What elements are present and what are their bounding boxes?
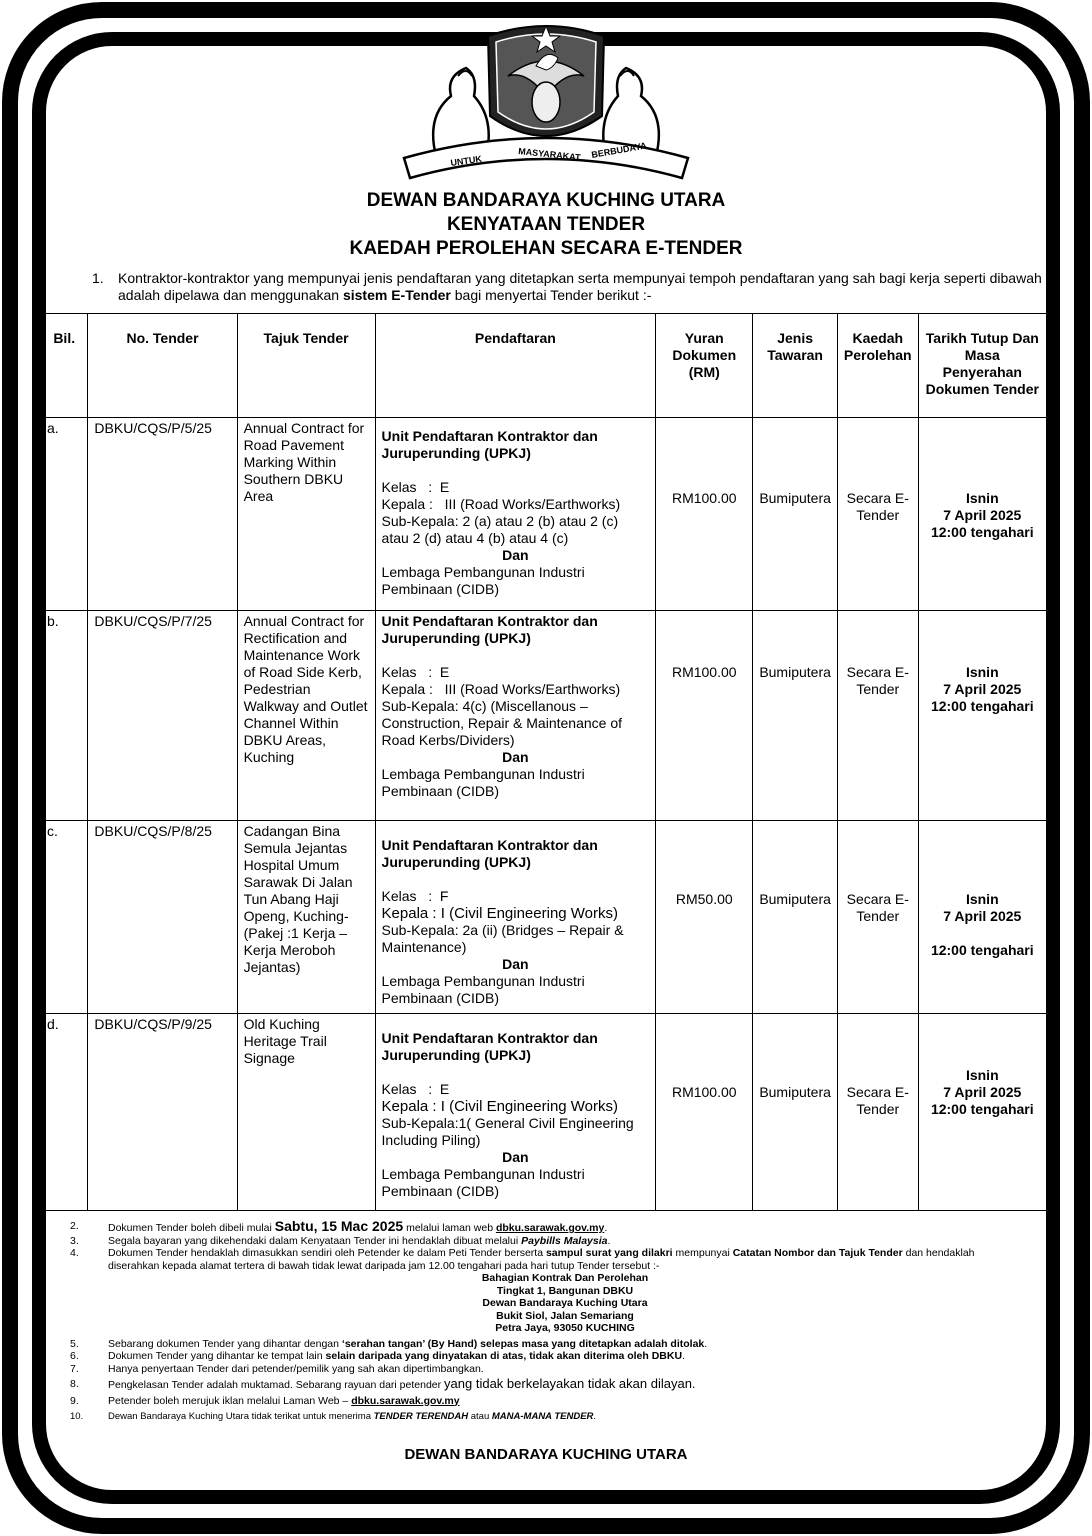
note-text: . — [682, 1350, 685, 1362]
reg-lembaga: Lembaga Pembangunan Industri Pembinaan (CIDB) — [381, 766, 585, 799]
row-bil: a. — [41, 418, 88, 611]
note-text: Hanya penyertaan Tender dari petender/pemilik yang sah akan dipertimbangkan. — [108, 1362, 484, 1375]
note-9 — [70, 1395, 1060, 1408]
footer-signature: DEWAN BANDARAYA KUCHING UTARA — [404, 1446, 688, 1463]
reg-unit: Unit Pendaftaran Kontraktor dan Juruperunding (UPKJ) — [381, 837, 598, 870]
reg-lembaga: Lembaga Pembangunan Industri Pembinaan (CIDB) — [381, 1166, 585, 1199]
crest-motto-3: BERBUDAYA — [590, 140, 648, 160]
note-text: Petender boleh merujuk iklan melalui Laman Web – — [108, 1394, 352, 1407]
dbku-crest-logo — [396, 6, 696, 184]
row-registration — [375, 821, 656, 1014]
row-fee: RM100.00 — [671, 1084, 737, 1100]
row-offer-type: Bumiputera — [759, 891, 831, 907]
note-text: Segala bayaran yang dikehendaki dalam Kenyataan Tender ini hendaklah dibuat melalui — [108, 1234, 522, 1247]
row-time: 12:00 tengahari — [930, 524, 1034, 540]
note-text: mempunyai — [672, 1247, 733, 1259]
note-number: 9. — [70, 1394, 79, 1407]
notice-title: KENYATAAN TENDER — [446, 214, 646, 235]
reg-unit: Unit Pendaftaran Kontraktor dan Juruperunding (UPKJ) — [381, 1030, 598, 1063]
row-title: Annual Contract for Rectification and Maintenance Work of Road Side Kerb, Pedestrian Walkway and Outlet Channel Within DBKU Areas, Kuching — [237, 611, 375, 821]
note-bold: MANA-MANA TENDER — [491, 1411, 594, 1422]
note-text: . — [704, 1337, 708, 1350]
note-text: . — [593, 1411, 597, 1422]
note-bold: sampul surat yang dilakri — [545, 1247, 673, 1259]
note-text: dan hendaklah — [902, 1247, 975, 1259]
note-text: melalui laman web — [403, 1222, 496, 1234]
note-bold: Paybills Malaysia — [521, 1234, 608, 1247]
row-time: 12:00 tengahari — [930, 942, 1034, 958]
notes-list — [70, 1220, 1060, 1424]
reg-dan: Dan — [502, 749, 529, 765]
row-day: Isnin — [965, 490, 999, 506]
reg-unit: Unit Pendaftaran Kontraktor dan Juruperunding (UPKJ) — [381, 428, 598, 461]
reg-kepala: Kepala : I (Civil Engineering Works) — [381, 1098, 619, 1115]
table-header-row — [41, 314, 1047, 418]
submission-address — [70, 1272, 1060, 1335]
note-bold: TENDER TERENDAH — [373, 1411, 469, 1422]
address-line: Petra Jaya, 93050 KUCHING — [495, 1322, 635, 1334]
row-tender-no: DBKU/CQS/P/9/25 — [88, 1014, 237, 1211]
row-tender-no: DBKU/CQS/P/8/25 — [88, 821, 237, 1014]
row-bil: c. — [41, 821, 88, 1014]
note-text: Sebarang dokumen Tender yang dihantar dengan — [108, 1337, 342, 1350]
note-bold: ‘serahan tangan’ (By Hand) selepas masa yang ditetapkan adalah ditolak — [341, 1337, 705, 1350]
note-text: atau — [468, 1411, 492, 1422]
row-date: 7 April 2025 — [943, 1084, 1022, 1100]
row-registration — [375, 418, 656, 611]
intro-paragraph — [92, 270, 1042, 304]
note-bold: Catatan Nombor dan Tajuk Tender — [732, 1247, 903, 1259]
row-day: Isnin — [965, 664, 999, 680]
row-registration — [375, 611, 656, 821]
intro-bold: sistem E-Tender — [342, 287, 451, 303]
intro-text-end: bagi menyertai Tender berikut :- — [450, 287, 652, 303]
col-header-pendaftaran: Pendaftaran — [375, 314, 656, 418]
reg-subkepala: Sub-Kepala: 2a (ii) (Bridges – Repair & Maintenance) — [381, 922, 624, 955]
note-4 — [70, 1247, 1060, 1260]
note-bold: selain daripada yang dinyatakan di atas, tidak akan diterima oleh DBKU — [325, 1350, 683, 1362]
row-offer-type: Bumiputera — [759, 664, 831, 680]
website-link[interactable]: dbku.sarawak.gov.my — [495, 1222, 605, 1234]
reg-dan: Dan — [502, 956, 529, 972]
row-day: Isnin — [965, 1067, 999, 1083]
table-row — [41, 611, 1047, 821]
col-header-tajuk: Tajuk Tender — [237, 314, 375, 418]
note-4-line-2 — [70, 1260, 1060, 1273]
row-bil: b. — [41, 611, 88, 821]
procurement-method-title: KAEDAH PEROLEHAN SECARA E-TENDER — [349, 238, 743, 259]
note-7 — [70, 1363, 1060, 1376]
row-date: 7 April 2025 — [943, 507, 1022, 523]
address-line: Bahagian Kontrak Dan Perolehan — [481, 1272, 649, 1284]
address-line: Dewan Bandaraya Kuching Utara — [482, 1297, 648, 1309]
row-method: Secara E-Tender — [846, 1084, 909, 1117]
reg-lembaga: Lembaga Pembangunan Industri Pembinaan (CIDB) — [381, 564, 585, 597]
note-bold: Sabtu, 15 Mac 2025 — [274, 1220, 404, 1234]
row-title: Cadangan Bina Semula Jejantas Hospital Umum Sarawak Di Jalan Tun Abang Haji Openg, Kuching- (Pakej :1 Kerja – Kerja Meroboh Jejantas) — [237, 821, 375, 1014]
col-header-tarikh: Tarikh Tutup Dan Masa Penyerahan Dokumen Tender — [918, 314, 1046, 418]
note-number: 2. — [70, 1220, 79, 1232]
reg-unit: Unit Pendaftaran Kontraktor dan Juruperunding (UPKJ) — [381, 613, 598, 646]
row-method: Secara E-Tender — [846, 664, 909, 697]
row-time: 12:00 tengahari — [930, 1101, 1034, 1117]
reg-kepala: Kepala : I (Civil Engineering Works) — [381, 905, 619, 922]
note-number: 5. — [70, 1337, 79, 1350]
website-link[interactable]: dbku.sarawak.gov.my — [351, 1394, 460, 1407]
row-title: Old Kuching Heritage Trail Signage — [237, 1014, 375, 1211]
note-2 — [70, 1220, 1060, 1235]
note-text: yang tidak berkelayakan tidak akan dilayan. — [444, 1378, 696, 1391]
note-number: 7. — [70, 1362, 79, 1375]
reg-kelas: Kelas : E — [381, 664, 450, 680]
col-header-bil: Bil. — [41, 314, 88, 418]
crest-motto-2: MASYARAKAT — [517, 146, 582, 163]
reg-subkepala: Sub-Kepala: 2 (a) atau 2 (b) atau 2 (c) atau 2 (d) atau 4 (b) atau 4 (c) — [381, 513, 619, 546]
row-title: Annual Contract for Road Pavement Marking Within Southern DBKU Area — [237, 418, 375, 611]
note-3 — [70, 1235, 1060, 1248]
row-date: 7 April 2025 — [943, 908, 1022, 924]
row-tender-no: DBKU/CQS/P/7/25 — [88, 611, 237, 821]
row-fee: RM100.00 — [671, 490, 737, 506]
table-row — [41, 1014, 1047, 1211]
reg-kelas: Kelas : E — [381, 479, 450, 495]
note-number: 6. — [70, 1350, 79, 1362]
reg-lembaga: Lembaga Pembangunan Industri Pembinaan (CIDB) — [381, 973, 585, 1006]
note-number: 10. — [70, 1411, 84, 1422]
row-time: 12:00 tengahari — [930, 698, 1034, 714]
row-fee: RM50.00 — [675, 891, 733, 907]
col-header-yuran: Yuran Dokumen (RM) — [656, 314, 753, 418]
reg-kelas: Kelas : F — [381, 888, 449, 904]
row-tender-no: DBKU/CQS/P/5/25 — [88, 418, 237, 611]
note-5 — [70, 1338, 1060, 1351]
note-text: Dokumen Tender boleh dibeli mulai — [108, 1222, 275, 1234]
intro-number: 1. — [92, 270, 104, 286]
note-6 — [70, 1350, 1060, 1363]
row-offer-type: Bumiputera — [759, 490, 831, 506]
reg-kepala: Kepala : III (Road Works/Earthworks) — [381, 681, 621, 697]
note-text: Pengkelasan Tender adalah muktamad. Sebarang rayuan dari petender — [108, 1379, 445, 1391]
note-number: 4. — [70, 1247, 79, 1259]
address-line: Tingkat 1, Bangunan DBKU — [496, 1284, 634, 1297]
row-method: Secara E-Tender — [846, 490, 909, 523]
row-date: 7 April 2025 — [943, 681, 1022, 697]
reg-dan: Dan — [502, 1149, 529, 1165]
row-bil: d. — [41, 1014, 88, 1211]
crest-motto-1: UNTUK — [449, 153, 483, 168]
row-method: Secara E-Tender — [846, 891, 909, 924]
row-day: Isnin — [965, 891, 999, 907]
reg-kepala: Kepala : III (Road Works/Earthworks) — [381, 496, 621, 512]
note-number: 8. — [70, 1378, 79, 1390]
row-offer-type: Bumiputera — [759, 1084, 831, 1100]
reg-dan: Dan — [502, 547, 529, 563]
reg-kelas: Kelas : E — [381, 1081, 450, 1097]
reg-subkepala: Sub-Kepala: 4(c) (Miscellanous – Construction, Repair & Maintenance of Road Kerbs/Dividers) — [381, 698, 622, 748]
row-registration — [375, 1014, 656, 1211]
table-row — [41, 821, 1047, 1014]
reg-subkepala: Sub-Kepala:1( General Civil Engineering Including Piling) — [381, 1115, 634, 1148]
col-header-no: No. Tender — [88, 314, 237, 418]
col-header-kaedah: Kaedah Perolehan — [837, 314, 918, 418]
intro-text: Kontraktor-kontraktor yang mempunyai jenis pendaftaran yang ditetapkan serta mempunyai tempoh pendaftaran yang sah bagi kerja seperti dibawah adalah dipelawa dan menggunakan — [118, 270, 1042, 303]
note-text: Dokumen Tender hendaklah dimasukkan sendiri oleh Petender ke dalam Peti Tender berserta — [108, 1247, 546, 1259]
note-8 — [70, 1378, 1060, 1392]
note-text: Dewan Bandaraya Kuching Utara tidak terikat untuk menerima — [108, 1411, 374, 1422]
note-10 — [70, 1411, 1060, 1424]
note-text: . — [607, 1234, 611, 1247]
note-text: diserahkan kepada alamat tertera di bawah tidak lewat daripada jam 12.00 tengahari pada hari tutup Tender tersebut :- — [108, 1259, 660, 1272]
col-header-jenis: Jenis Tawaran — [753, 314, 838, 418]
council-name-heading: DEWAN BANDARAYA KUCHING UTARA — [366, 190, 726, 211]
row-fee: RM100.00 — [671, 664, 737, 680]
note-text: . — [604, 1222, 608, 1234]
note-number: 3. — [70, 1234, 79, 1247]
tender-table — [40, 313, 1047, 1211]
table-row — [41, 418, 1047, 611]
address-line: Bukit Siol, Jalan Semariang — [496, 1309, 634, 1322]
note-text: Dokumen Tender yang dihantar ke tempat lain — [108, 1350, 326, 1362]
